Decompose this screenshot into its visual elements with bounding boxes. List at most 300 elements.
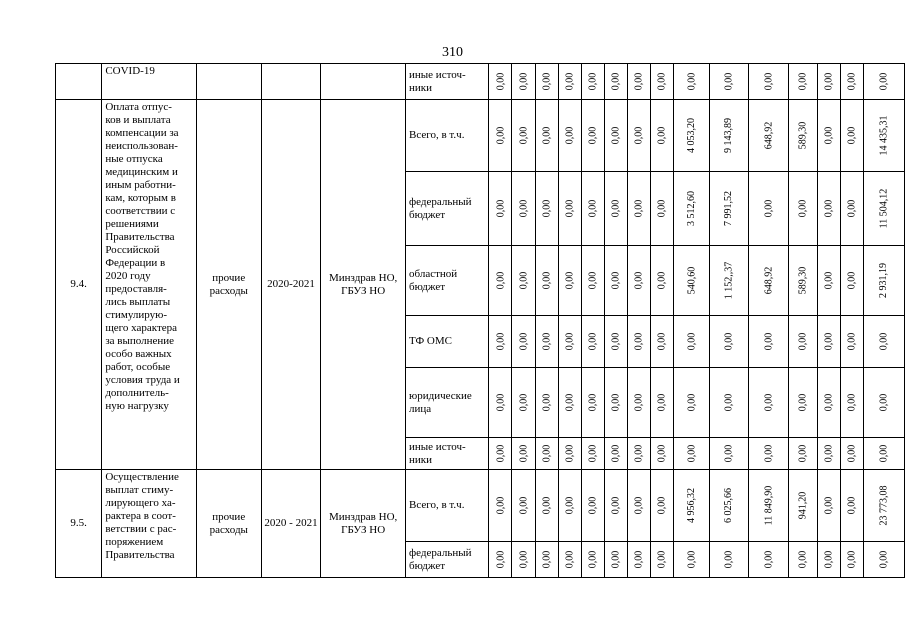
value-text: 0,00 <box>797 72 809 91</box>
value-text: 0,00 <box>610 271 622 290</box>
value-cell <box>558 172 581 246</box>
value-text: 589,30 <box>797 121 809 150</box>
value-cell <box>581 64 604 100</box>
value-cell <box>651 316 674 368</box>
value-text: 0,00 <box>846 199 858 218</box>
value-text: 6 025,66 <box>723 488 735 523</box>
value-text: 0,00 <box>656 550 668 569</box>
value-cell <box>489 100 512 172</box>
value-text: 0,00 <box>797 199 809 218</box>
funding-source-cell <box>406 64 489 100</box>
value-cell <box>581 438 604 470</box>
item-number-cell <box>56 64 102 100</box>
value-text: 4 956,32 <box>686 488 698 523</box>
value-cell <box>627 64 650 100</box>
value-text: 0,00 <box>656 444 668 463</box>
value-text: 3 512,60 <box>686 191 698 226</box>
value-text: 0,00 <box>797 393 809 412</box>
value-cell <box>489 542 512 578</box>
value-text: 0,00 <box>762 199 774 218</box>
value-cell <box>863 100 904 172</box>
description-line: лирующего ха- <box>105 497 176 509</box>
value-cell <box>674 438 710 470</box>
value-text: 0,00 <box>723 444 735 463</box>
measure-description-cell <box>102 64 196 100</box>
value-cell <box>748 438 789 470</box>
value-text: 0,00 <box>686 444 698 463</box>
value-text: 0,00 <box>517 550 529 569</box>
value-cell <box>651 64 674 100</box>
expense-type-cell <box>196 64 261 100</box>
value-cell <box>674 100 710 172</box>
value-cell <box>789 542 818 578</box>
funding-source-cell <box>406 172 489 246</box>
value-text: 0,00 <box>878 72 890 91</box>
value-cell <box>558 100 581 172</box>
value-text: 0,00 <box>823 72 835 91</box>
description-line: условия труда и <box>105 374 180 386</box>
funding-source-line: ники <box>409 81 433 94</box>
value-text: 0,00 <box>494 496 506 515</box>
value-text: 0,00 <box>610 199 622 218</box>
description-line: Правительства <box>105 231 175 243</box>
value-text: 7 991,52 <box>723 191 735 226</box>
value-cell <box>627 246 650 316</box>
value-text: 941,20 <box>797 491 809 520</box>
value-cell <box>604 100 627 172</box>
value-text: 0,00 <box>633 199 645 218</box>
value-text: 0,00 <box>564 72 576 91</box>
value-text: 0,00 <box>587 126 599 145</box>
value-cell <box>789 246 818 316</box>
value-cell <box>558 316 581 368</box>
value-cell <box>512 316 535 368</box>
value-text: 0,00 <box>797 332 809 351</box>
value-cell <box>627 470 650 542</box>
description-line: Правительства <box>105 549 175 561</box>
value-text: 0,00 <box>723 332 735 351</box>
value-text: 0,00 <box>762 550 774 569</box>
value-text: 0,00 <box>541 393 553 412</box>
period-cell: 2020 - 2021 <box>261 470 321 578</box>
value-text: 11 849,90 <box>762 485 774 526</box>
value-cell <box>789 438 818 470</box>
value-cell <box>840 100 863 172</box>
value-text: 0,00 <box>541 444 553 463</box>
value-cell <box>840 246 863 316</box>
value-cell <box>512 100 535 172</box>
value-text: 0,00 <box>517 496 529 515</box>
value-text: 648,92 <box>762 121 774 150</box>
value-text: 0,00 <box>517 199 529 218</box>
value-cell <box>581 316 604 368</box>
funding-source-cell <box>406 100 489 172</box>
value-text: 9 143,89 <box>723 118 735 153</box>
value-text: 0,00 <box>494 199 506 218</box>
value-cell <box>748 542 789 578</box>
value-text: 0,00 <box>633 496 645 515</box>
value-text: 0,00 <box>823 332 835 351</box>
description-line: ную нагрузку <box>105 400 169 412</box>
value-cell <box>627 542 650 578</box>
value-cell <box>710 470 749 542</box>
value-cell <box>748 316 789 368</box>
value-text: 0,00 <box>878 444 890 463</box>
value-text: 14 435,31 <box>878 115 890 156</box>
value-text: 0,00 <box>656 126 668 145</box>
value-text: 23 773,08 <box>878 485 890 526</box>
value-text: 0,00 <box>587 393 599 412</box>
funding-source-cell <box>406 316 489 368</box>
value-cell <box>558 64 581 100</box>
value-cell <box>789 316 818 368</box>
value-text: 4 053,20 <box>686 118 698 153</box>
value-cell <box>512 368 535 438</box>
value-text: 0,00 <box>633 332 645 351</box>
item-number-cell: 9.5. <box>56 470 102 578</box>
value-text: 0,00 <box>823 126 835 145</box>
value-cell <box>558 542 581 578</box>
funding-source-cell <box>406 368 489 438</box>
value-text: 0,00 <box>686 393 698 412</box>
value-cell <box>535 100 558 172</box>
value-text: 0,00 <box>723 550 735 569</box>
value-cell <box>581 172 604 246</box>
budget-table <box>55 63 905 578</box>
value-text: 0,00 <box>587 332 599 351</box>
value-cell <box>863 64 904 100</box>
value-cell <box>489 64 512 100</box>
value-cell <box>651 246 674 316</box>
value-cell <box>558 438 581 470</box>
measure-description-cell <box>102 100 196 470</box>
value-text: 0,00 <box>633 444 645 463</box>
funding-source-cell <box>406 438 489 470</box>
item-number-cell: 9.4. <box>56 100 102 470</box>
value-cell <box>710 542 749 578</box>
value-cell <box>817 172 840 246</box>
value-text: 0,00 <box>541 332 553 351</box>
value-cell <box>651 368 674 438</box>
value-text: 0,00 <box>878 550 890 569</box>
description-line: за выполнение <box>105 335 175 347</box>
value-text: 0,00 <box>494 550 506 569</box>
page-number: 310 <box>442 45 463 60</box>
description-line: решениями <box>105 218 159 230</box>
value-text: 2 931,19 <box>878 263 890 298</box>
value-text: 0,00 <box>541 199 553 218</box>
value-cell <box>558 246 581 316</box>
value-text: 0,00 <box>564 393 576 412</box>
value-cell <box>581 470 604 542</box>
value-text: 0,00 <box>517 72 529 91</box>
value-cell <box>789 368 818 438</box>
value-text: 0,00 <box>494 332 506 351</box>
value-text: 0,00 <box>587 444 599 463</box>
value-cell <box>512 438 535 470</box>
value-cell <box>512 172 535 246</box>
value-text: 0,00 <box>846 126 858 145</box>
value-cell <box>710 316 749 368</box>
value-cell <box>710 172 749 246</box>
description-line: поряжением <box>105 536 164 548</box>
value-cell <box>604 438 627 470</box>
value-text: 0,00 <box>564 126 576 145</box>
value-text: 0,00 <box>610 444 622 463</box>
value-cell <box>710 368 749 438</box>
value-text: 0,00 <box>846 496 858 515</box>
expense-type-cell: прочие расходы <box>196 470 261 578</box>
value-cell <box>489 316 512 368</box>
description-line: Федерации в <box>105 257 166 269</box>
value-cell <box>710 246 749 316</box>
description-line: щего характера <box>105 322 178 334</box>
value-cell <box>489 172 512 246</box>
value-text: 0,00 <box>686 72 698 91</box>
value-cell <box>651 542 674 578</box>
value-cell <box>535 438 558 470</box>
description-line: стимулирую- <box>105 309 167 321</box>
value-text: 0,00 <box>797 444 809 463</box>
value-text: 0,00 <box>517 332 529 351</box>
executor-cell: Минздрав НО, ГБУЗ НО <box>321 100 406 470</box>
description-line: Российской <box>105 244 160 256</box>
executor-cell <box>321 64 406 100</box>
value-text: 0,00 <box>587 550 599 569</box>
description-line: компенсации за <box>105 127 179 139</box>
value-cell <box>840 64 863 100</box>
value-text: 0,00 <box>517 271 529 290</box>
value-cell <box>748 172 789 246</box>
value-cell <box>558 368 581 438</box>
value-text: 0,00 <box>610 72 622 91</box>
funding-source-line: федеральный <box>409 195 472 208</box>
funding-source-line: ники <box>409 453 433 466</box>
value-text: 0,00 <box>587 199 599 218</box>
value-cell <box>489 368 512 438</box>
value-cell <box>535 316 558 368</box>
description-line: медицинским и <box>105 166 178 178</box>
value-text: 0,00 <box>494 72 506 91</box>
funding-source-line: бюджет <box>409 208 446 221</box>
funding-source-cell <box>406 542 489 578</box>
value-cell <box>627 368 650 438</box>
value-cell <box>512 470 535 542</box>
value-text: 0,00 <box>656 199 668 218</box>
value-text: 0,00 <box>723 393 735 412</box>
value-text: 0,00 <box>823 496 835 515</box>
value-text: 0,00 <box>610 550 622 569</box>
funding-source-line: лица <box>409 402 432 415</box>
expense-type-cell: прочие расходы <box>196 100 261 470</box>
value-cell <box>789 100 818 172</box>
value-cell <box>817 100 840 172</box>
value-cell <box>840 542 863 578</box>
value-cell <box>604 316 627 368</box>
value-text: 0,00 <box>541 126 553 145</box>
description-line: кам, которым в <box>105 192 176 204</box>
value-text: 0,00 <box>846 271 858 290</box>
value-text: 0,00 <box>541 72 553 91</box>
value-cell <box>748 368 789 438</box>
value-cell <box>863 246 904 316</box>
value-cell <box>558 470 581 542</box>
value-cell <box>748 100 789 172</box>
value-cell <box>817 368 840 438</box>
value-text: 0,00 <box>762 444 774 463</box>
value-cell <box>840 316 863 368</box>
value-text: 0,00 <box>633 126 645 145</box>
value-cell <box>817 542 840 578</box>
description-line: предоставля- <box>105 283 167 295</box>
description-line: 2020 году <box>105 270 151 282</box>
executor-cell: Минздрав НО, ГБУЗ НО <box>321 470 406 578</box>
funding-source-line: бюджет <box>409 559 446 572</box>
value-text: 0,00 <box>846 332 858 351</box>
value-text: 0,00 <box>610 496 622 515</box>
value-text: 648,92 <box>762 266 774 295</box>
description-line: неиспользован- <box>105 140 178 152</box>
value-cell <box>651 172 674 246</box>
period-cell <box>261 64 321 100</box>
value-text: 1 152,,37 <box>723 261 735 300</box>
value-cell <box>651 470 674 542</box>
value-cell <box>489 246 512 316</box>
funding-source-line: юридические <box>409 389 472 402</box>
value-cell <box>710 100 749 172</box>
funding-source-line: иные источ- <box>409 68 466 81</box>
value-text: 0,00 <box>494 126 506 145</box>
value-text: 0,00 <box>517 444 529 463</box>
value-text: 0,00 <box>656 72 668 91</box>
value-text: 0,00 <box>846 72 858 91</box>
funding-source-line: федеральный <box>409 546 472 559</box>
value-text: 0,00 <box>610 126 622 145</box>
value-cell <box>748 246 789 316</box>
value-text: 0,00 <box>633 271 645 290</box>
value-text: 0,00 <box>656 271 668 290</box>
funding-source-line: Всего, в т.ч. <box>409 129 465 141</box>
value-text: 0,00 <box>564 199 576 218</box>
value-cell <box>748 64 789 100</box>
description-line: Осуществление <box>105 471 179 483</box>
value-cell <box>651 438 674 470</box>
table-row <box>56 64 905 100</box>
value-cell <box>604 368 627 438</box>
value-cell <box>627 100 650 172</box>
value-cell <box>489 470 512 542</box>
value-cell <box>817 470 840 542</box>
value-cell <box>789 470 818 542</box>
value-cell <box>489 438 512 470</box>
value-text: 0,00 <box>564 332 576 351</box>
value-cell <box>840 438 863 470</box>
value-cell <box>863 470 904 542</box>
value-text: 0,00 <box>846 444 858 463</box>
description-line: выплат стиму- <box>105 484 174 496</box>
value-cell <box>581 542 604 578</box>
funding-source-line: иные источ- <box>409 440 466 453</box>
value-cell <box>840 172 863 246</box>
value-text: 0,00 <box>541 271 553 290</box>
value-cell <box>863 542 904 578</box>
value-text: 0,00 <box>564 550 576 569</box>
description-line: ков и выплата <box>105 114 171 126</box>
value-cell <box>512 64 535 100</box>
value-cell <box>535 542 558 578</box>
value-text: 0,00 <box>587 496 599 515</box>
value-cell <box>674 316 710 368</box>
funding-source-line: бюджет <box>409 280 446 293</box>
value-cell <box>535 246 558 316</box>
value-cell <box>512 246 535 316</box>
value-text: 0,00 <box>823 271 835 290</box>
value-cell <box>604 64 627 100</box>
value-cell <box>817 64 840 100</box>
value-text: 0,00 <box>762 393 774 412</box>
value-text: 0,00 <box>878 393 890 412</box>
value-text: 0,00 <box>494 444 506 463</box>
value-text: 0,00 <box>723 72 735 91</box>
value-text: 0,00 <box>633 72 645 91</box>
value-cell <box>627 316 650 368</box>
value-cell <box>627 172 650 246</box>
value-cell <box>651 100 674 172</box>
value-text: 589,30 <box>797 266 809 295</box>
value-cell <box>535 470 558 542</box>
value-text: 0,00 <box>823 199 835 218</box>
description-line: Оплата отпус- <box>105 101 172 113</box>
funding-source-line: областной <box>409 267 458 280</box>
value-text: 0,00 <box>564 444 576 463</box>
description-line: соответствии с <box>105 205 176 217</box>
value-cell <box>789 64 818 100</box>
value-text: 0,00 <box>762 72 774 91</box>
value-text: 0,00 <box>587 271 599 290</box>
value-cell <box>789 172 818 246</box>
value-text: 0,00 <box>541 496 553 515</box>
value-text: 0,00 <box>494 271 506 290</box>
value-text: 0,00 <box>564 496 576 515</box>
description-line: особо важных <box>105 348 172 360</box>
value-cell <box>674 470 710 542</box>
value-cell <box>581 368 604 438</box>
table-row <box>56 100 905 172</box>
table-row <box>56 470 905 542</box>
value-text: 0,00 <box>494 393 506 412</box>
value-text: 0,00 <box>686 550 698 569</box>
value-text: 0,00 <box>823 444 835 463</box>
funding-source-line: ТФ ОМС <box>409 335 452 347</box>
funding-source-cell <box>406 470 489 542</box>
value-cell <box>674 368 710 438</box>
value-cell <box>627 438 650 470</box>
value-cell <box>604 470 627 542</box>
value-text: 0,00 <box>656 393 668 412</box>
value-text: 0,00 <box>610 332 622 351</box>
description-line: иным работни- <box>105 179 176 191</box>
measure-description-cell <box>102 470 196 578</box>
value-cell <box>604 172 627 246</box>
value-cell <box>710 438 749 470</box>
value-cell <box>863 172 904 246</box>
value-cell <box>581 100 604 172</box>
value-cell <box>863 438 904 470</box>
value-text: 540,60 <box>686 266 698 295</box>
value-text: 0,00 <box>762 332 774 351</box>
value-cell <box>840 470 863 542</box>
value-cell <box>748 470 789 542</box>
